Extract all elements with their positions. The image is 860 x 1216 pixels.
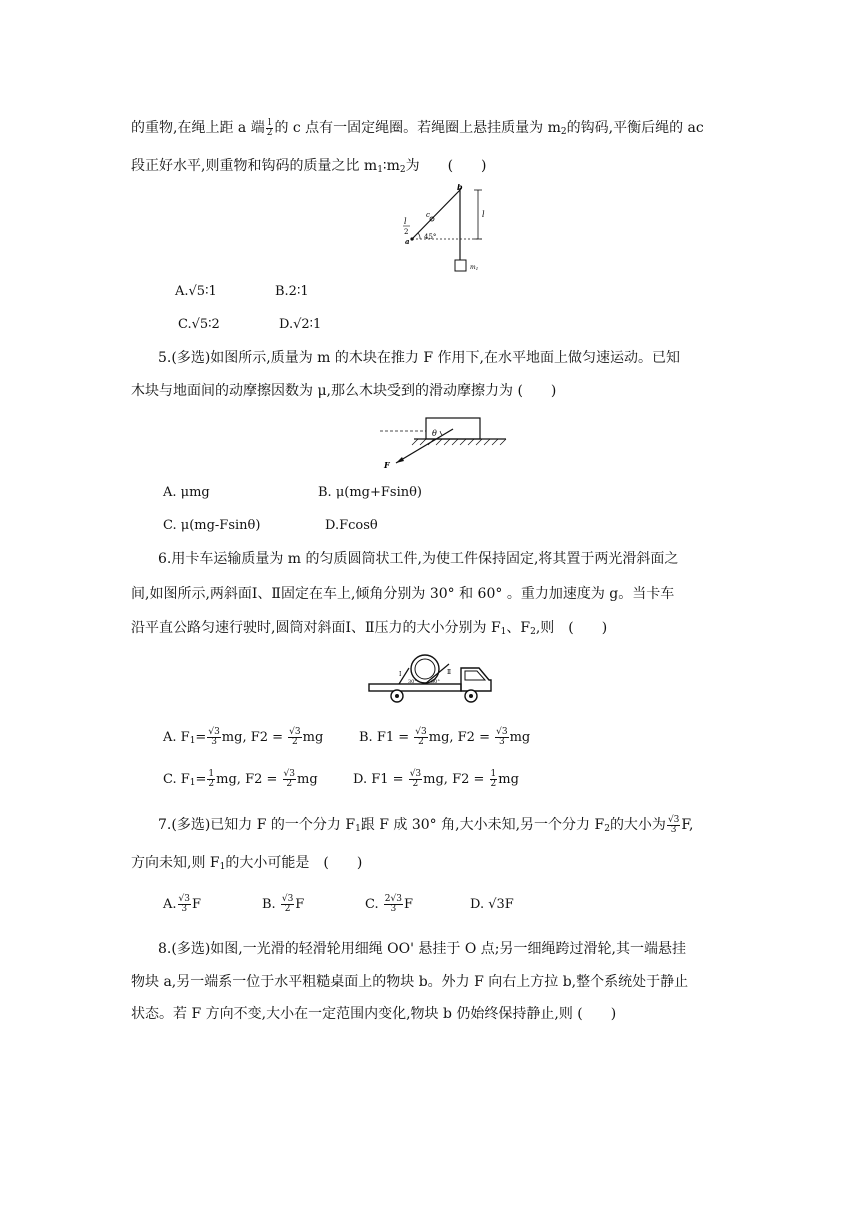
q6-stem-line2: 间,如图所示,两斜面Ⅰ、Ⅱ固定在车上,倾角分别为 30° 和 60° 。重力加速度为 g。当卡车 <box>131 586 675 602</box>
q5-stem-line2: 木块与地面间的动摩擦因数为 μ,那么木块受到的滑动摩擦力为 ( ) <box>131 383 557 399</box>
q4-figure <box>402 184 502 276</box>
q6-option-d: D. F1 = $\frac{√3}{2}$ mg, F2 = $\frac{1}{2}$ mg <box>353 769 519 789</box>
label-incline-II: Ⅱ <box>447 669 452 676</box>
fraction: $\frac{l}{2}$ <box>266 117 273 138</box>
label-F: F <box>384 460 390 470</box>
label-m1: m1 <box>470 264 479 271</box>
q6-truck-figure <box>367 650 497 714</box>
label-60deg: 60° <box>431 679 440 685</box>
label-30deg: 30° <box>408 679 417 685</box>
q6-option-b: B. F1 = $\frac{√3}{2}$ mg, F2 = $\frac{√3}{3}$ mg <box>359 727 531 747</box>
q4-option-d: D.√2∶1 <box>279 317 322 332</box>
q6-stem-line1: 6.用卡车运输质量为 m 的匀质圆筒状工件,为使工件保持固定,将其置于两光滑斜面之 <box>158 551 679 567</box>
q5-option-c: C. μ(mg-Fsinθ) <box>163 518 261 533</box>
q4-option-c: C.√5∶2 <box>178 317 220 332</box>
q7-option-b: B. $\frac{√3}{2}$ F <box>262 894 305 914</box>
q5-stem-line1: 5.(多选)如图所示,质量为 m 的木块在推力 F 作用下,在水平地面上做匀速运动。已知 <box>158 350 680 366</box>
q4-stem-line2: 段正好水平,则重物和钩码的质量之比 $m_1∶m_2$为 ( ) <box>131 158 487 175</box>
q8-stem-line1: 8.(多选)如图,一光滑的轻滑轮用细绳 OO' 悬挂于 O 点;另一细绳跨过滑轮,其一端悬挂 <box>158 941 686 957</box>
q5-option-a: A. μmg <box>163 485 210 500</box>
label-b: b <box>457 184 463 192</box>
q4-option-b: B.2∶1 <box>275 284 309 299</box>
label-45: 45° <box>424 233 437 241</box>
q5-option-b: B. μ(mg+Fsinθ) <box>318 485 422 500</box>
label-l-half-num: l <box>404 217 407 226</box>
q4-option-a: A.√5∶1 <box>175 284 217 299</box>
label-l-half-den: 2 <box>404 228 409 236</box>
label-l: l <box>482 210 485 219</box>
q7-stem-line1: 7.(多选)已知力 F 的一个分力 $F_1$跟 F 成 30° 角,大小未知,另一个分力 $F_2$的大小为 $\frac{√3}{3}$ F, <box>158 814 694 835</box>
q6-stem-line3: 沿平直公路匀速行驶时,圆筒对斜面Ⅰ、Ⅱ压力的大小分别为 $F_1$、$F_2$,则 ( ) <box>131 620 608 637</box>
q5-figure <box>378 413 508 471</box>
q6-option-a: A. $F_1=$ $\frac{√3}{3}$ mg, F2 = $\frac{√3}{2}$ mg <box>163 727 324 747</box>
q7-option-c: C. $\frac{2√3}{3}$ F <box>365 894 413 914</box>
q4-stem-line1: 的重物,在绳上距 a 端 $\frac{l}{2}$ 的 c 点有一固定绳圈。若绳圈上悬挂质量为 $m_2$的钩码,平衡后绳的 ac <box>131 117 704 138</box>
q4-text: 的 c 点有一固定绳圈。若绳圈上悬挂质量为 m <box>274 120 561 136</box>
q8-stem-line2: 物块 a,另一端系一位于水平粗糙桌面上的物块 b。外力 F 向右上方拉 b,整个系统处于静止 <box>131 974 689 990</box>
q7-option-d: D. √3F <box>470 897 514 912</box>
label-theta: θ <box>432 429 437 438</box>
q5-option-d: D.Fcosθ <box>325 518 378 533</box>
label-incline-I: Ⅰ <box>399 671 402 678</box>
q4-text: 的重物,在绳上距 a 端 <box>131 120 265 136</box>
q6-option-c: C. $F_1=$ $\frac{1}{2}$ mg, F2 = $\frac{√3}{2}$ mg <box>163 769 318 789</box>
q8-stem-line3: 状态。若 F 方向不变,大小在一定范围内变化,物块 b 仍始终保持静止,则 ( ) <box>131 1006 617 1022</box>
label-a: a <box>405 237 410 246</box>
q4-text: 的钩码,平衡后绳的 ac <box>566 120 704 136</box>
q7-stem-line2: 方向未知,则 $F_1$的大小可能是 ( ) <box>131 855 363 872</box>
q7-option-a: A. $\frac{√3}{3}$ F <box>163 894 202 914</box>
label-c: c <box>426 211 430 219</box>
